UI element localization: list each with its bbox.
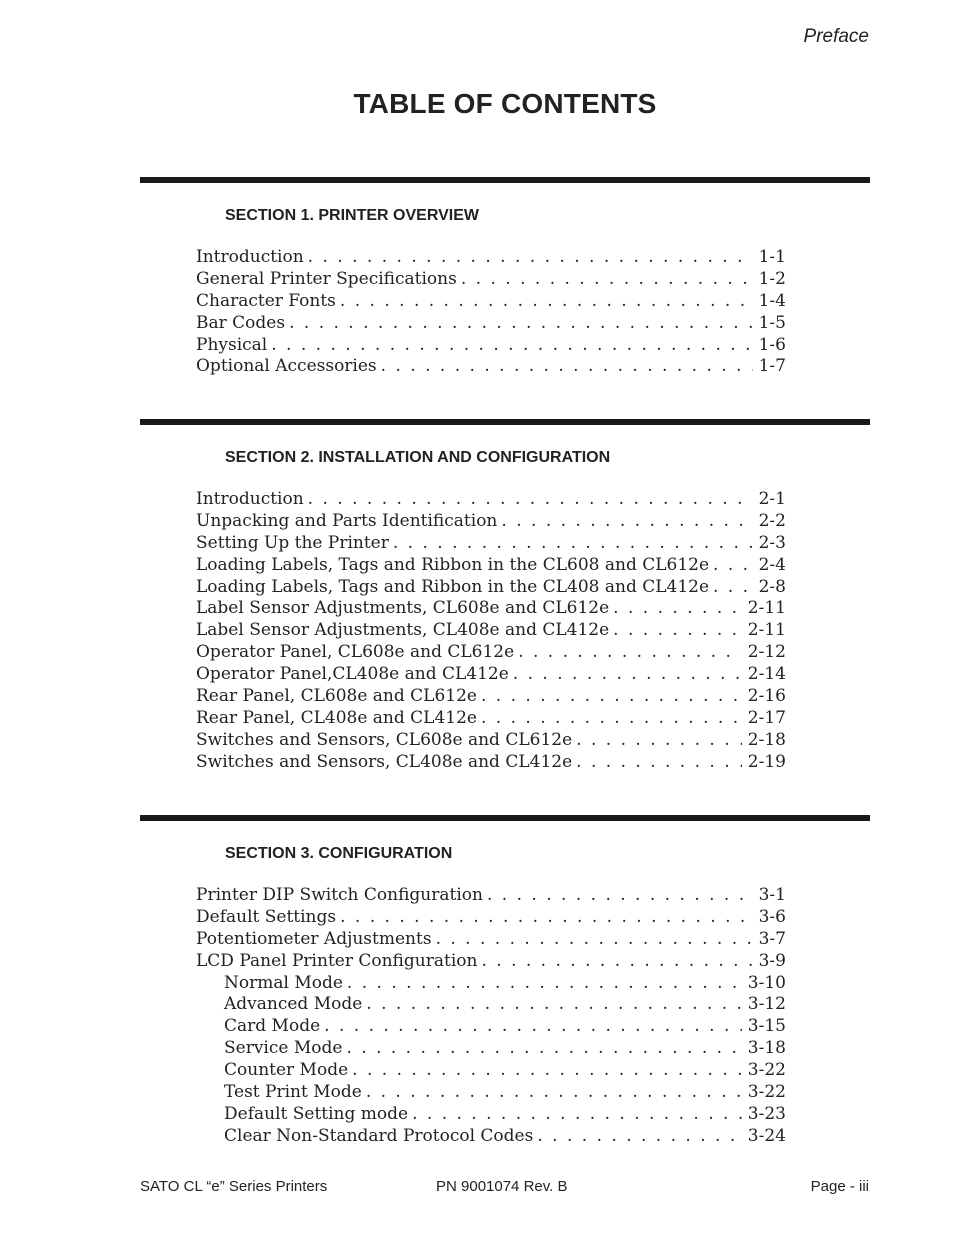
dot-leader — [381, 356, 753, 378]
dot-leader — [576, 730, 742, 752]
footer-product-name: SATO CL “e” Series Printers — [140, 1178, 328, 1195]
dot-leader — [347, 973, 742, 995]
toc-entry-list — [196, 247, 786, 378]
dot-leader — [412, 1104, 742, 1126]
toc-entry[interactable] — [196, 951, 786, 973]
toc-entry-title: Default Setting mode — [224, 1103, 409, 1124]
dot-leader — [289, 313, 753, 335]
toc-entry[interactable] — [196, 620, 786, 642]
dot-leader — [518, 642, 742, 664]
toc-entry[interactable] — [196, 291, 786, 313]
section-heading: SECTION 1. PRINTER OVERVIEW — [225, 207, 479, 224]
toc-entry[interactable] — [196, 642, 786, 664]
toc-entry[interactable] — [196, 752, 786, 774]
toc-entry[interactable] — [196, 269, 786, 291]
dot-leader — [366, 1082, 742, 1104]
toc-entry-title: Printer DIP Switch Configuration — [196, 885, 483, 905]
toc-entry[interactable] — [196, 313, 786, 335]
toc-entry[interactable] — [196, 533, 786, 555]
toc-entry-page-number: 3-6 — [758, 906, 786, 927]
toc-entry-title: Service Mode — [224, 1038, 343, 1059]
dot-leader — [613, 620, 742, 642]
toc-entry[interactable] — [196, 708, 786, 730]
toc-entry-page-number: 3-23 — [747, 1103, 786, 1124]
dot-leader — [713, 577, 753, 599]
toc-entry[interactable] — [196, 356, 786, 378]
toc-entry-list — [196, 885, 786, 1148]
dot-leader — [481, 951, 752, 973]
dot-leader — [613, 598, 742, 620]
toc-entry-title: Physical — [196, 334, 268, 355]
toc-entry[interactable] — [196, 511, 786, 533]
dot-leader — [393, 533, 753, 555]
toc-entry-title: Potentiometer Adjustments — [196, 928, 432, 949]
toc-entry-title: Operator Panel,CL408e and CL412e — [196, 664, 509, 685]
section-divider — [140, 815, 870, 821]
toc-entry-title: Bar Codes — [196, 312, 286, 333]
dot-leader — [513, 664, 742, 686]
dot-leader — [487, 885, 753, 907]
dot-leader — [461, 269, 753, 291]
toc-entry-page-number: 1-5 — [758, 312, 786, 333]
toc-entry[interactable] — [196, 730, 786, 752]
toc-entry[interactable] — [196, 335, 786, 357]
toc-entry[interactable] — [196, 1104, 786, 1126]
toc-entry-page-number: 2-2 — [758, 510, 786, 531]
footer-part-number: PN 9001074 Rev. B — [436, 1178, 568, 1195]
toc-entry-title: Optional Accessories — [196, 356, 377, 377]
toc-entry-title: Clear Non-Standard Protocol Codes — [224, 1125, 534, 1146]
dot-leader — [324, 1016, 742, 1038]
toc-entry-title: Rear Panel, CL408e and CL412e — [196, 707, 477, 728]
dot-leader — [308, 247, 753, 269]
toc-entry-page-number: 3-1 — [758, 885, 786, 905]
page-title: TABLE OF CONTENTS — [353, 88, 657, 119]
toc-entry-page-number: 3-22 — [747, 1082, 786, 1103]
toc-entry-title: General Printer Specifications — [196, 268, 457, 289]
toc-entry-page-number: 3-22 — [747, 1060, 786, 1081]
toc-entry-title: Label Sensor Adjustments, CL408e and CL412e — [196, 620, 610, 641]
toc-entry-title: LCD Panel Printer Configuration — [196, 950, 478, 971]
toc-entry-page-number: 3-7 — [758, 928, 786, 949]
toc-entry-title: Loading Labels, Tags and Ribbon in the CL608 and CL612e — [196, 554, 710, 575]
toc-entry-page-number: 3-24 — [747, 1125, 786, 1146]
dot-leader — [537, 1126, 741, 1148]
toc-entry[interactable] — [196, 598, 786, 620]
toc-entry-title: Unpacking and Parts Identification — [196, 510, 498, 531]
toc-entry-page-number: 2-3 — [758, 532, 786, 553]
toc-entry-title: Introduction — [196, 489, 304, 509]
section-divider — [140, 419, 870, 425]
toc-entry[interactable] — [196, 555, 786, 577]
toc-entry-page-number: 2-4 — [758, 554, 786, 575]
dot-leader — [346, 1038, 741, 1060]
toc-entry[interactable] — [196, 1016, 786, 1038]
toc-entry-page-number: 1-6 — [758, 334, 786, 355]
dot-leader — [713, 555, 753, 577]
toc-entry[interactable] — [196, 1126, 786, 1148]
toc-entry-page-number: 2-8 — [758, 576, 786, 597]
dot-leader — [576, 752, 742, 774]
toc-entry-title: Card Mode — [224, 1016, 321, 1037]
toc-entry[interactable] — [196, 994, 786, 1016]
toc-entry-page-number: 3-18 — [747, 1038, 786, 1059]
section-installation-and-configuration — [140, 419, 870, 774]
toc-entry-page-number: 2-11 — [747, 620, 786, 641]
toc-entry[interactable] — [196, 247, 786, 269]
toc-entry-title: Switches and Sensors, CL408e and CL412e — [196, 751, 573, 772]
toc-entry-page-number: 2-11 — [747, 598, 786, 619]
toc-entry-page-number: 3-10 — [747, 972, 786, 993]
section-configuration — [140, 815, 870, 1148]
toc-entry-title: Operator Panel, CL608e and CL612e — [196, 642, 515, 663]
toc-entry[interactable] — [196, 664, 786, 686]
toc-entry-page-number: 2-18 — [747, 729, 786, 750]
toc-entry-title: Switches and Sensors, CL608e and CL612e — [196, 729, 573, 750]
dot-leader — [481, 686, 742, 708]
toc-entry-page-number: 1-7 — [758, 356, 786, 377]
toc-entry-title: Loading Labels, Tags and Ribbon in the CL408 and CL412e — [196, 576, 710, 597]
dot-leader — [340, 291, 753, 313]
section-divider — [140, 177, 870, 183]
toc-entry-title: Label Sensor Adjustments, CL608e and CL612e — [196, 598, 610, 619]
section-heading: SECTION 3. CONFIGURATION — [225, 845, 453, 862]
toc-entry[interactable] — [196, 885, 786, 907]
toc-entry-page-number: 2-19 — [747, 751, 786, 772]
toc-entry-page-number: 1-2 — [758, 268, 786, 289]
running-header: Preface — [803, 26, 869, 47]
toc-entry[interactable] — [196, 686, 786, 708]
toc-entry[interactable] — [196, 929, 786, 951]
section-printer-overview — [140, 177, 870, 378]
toc-entry-page-number: 3-15 — [747, 1016, 786, 1037]
dot-leader — [366, 994, 741, 1016]
toc-entry-title: Normal Mode — [224, 972, 343, 993]
toc-entry-page-number: 1-1 — [758, 247, 786, 267]
dot-leader — [352, 1060, 742, 1082]
dot-leader — [308, 489, 753, 511]
toc-entry-title: Introduction — [196, 247, 304, 267]
toc-entry-title: Test Print Mode — [224, 1082, 362, 1103]
toc-entry[interactable] — [196, 1082, 786, 1104]
toc-entry-title: Default Settings — [196, 906, 337, 927]
dot-leader — [501, 511, 752, 533]
toc-entry-page-number: 2-12 — [747, 642, 786, 663]
toc-entry-title: Character Fonts — [196, 290, 336, 311]
toc-entry[interactable] — [196, 1038, 786, 1060]
toc-entry-title: Setting Up the Printer — [196, 532, 389, 553]
toc-entry[interactable] — [196, 577, 786, 599]
footer-page-number: Page - iii — [810, 1178, 869, 1195]
toc-entry-page-number: 2-17 — [747, 707, 786, 728]
toc-entry[interactable] — [196, 1060, 786, 1082]
toc-entry[interactable] — [196, 907, 786, 929]
toc-entry-page-number: 2-14 — [747, 664, 786, 685]
toc-entry-page-number: 2-16 — [747, 686, 786, 707]
toc-entry-title: Counter Mode — [224, 1060, 349, 1081]
toc-entry-list — [196, 489, 786, 774]
dot-leader — [340, 907, 753, 929]
dot-leader — [481, 708, 742, 730]
toc-entry[interactable] — [196, 489, 786, 511]
section-heading: SECTION 2. INSTALLATION AND CONFIGURATION — [225, 449, 611, 466]
dot-leader — [271, 335, 752, 357]
toc-entry-page-number: 3-12 — [747, 994, 786, 1015]
toc-entry-page-number: 1-4 — [758, 290, 786, 311]
toc-entry-title: Advanced Mode — [224, 994, 363, 1015]
toc-entry-page-number: 2-1 — [758, 489, 786, 509]
toc-entry-page-number: 3-9 — [758, 950, 786, 971]
toc-entry-title: Rear Panel, CL608e and CL612e — [196, 686, 477, 707]
toc-entry[interactable] — [196, 973, 786, 995]
dot-leader — [436, 929, 753, 951]
